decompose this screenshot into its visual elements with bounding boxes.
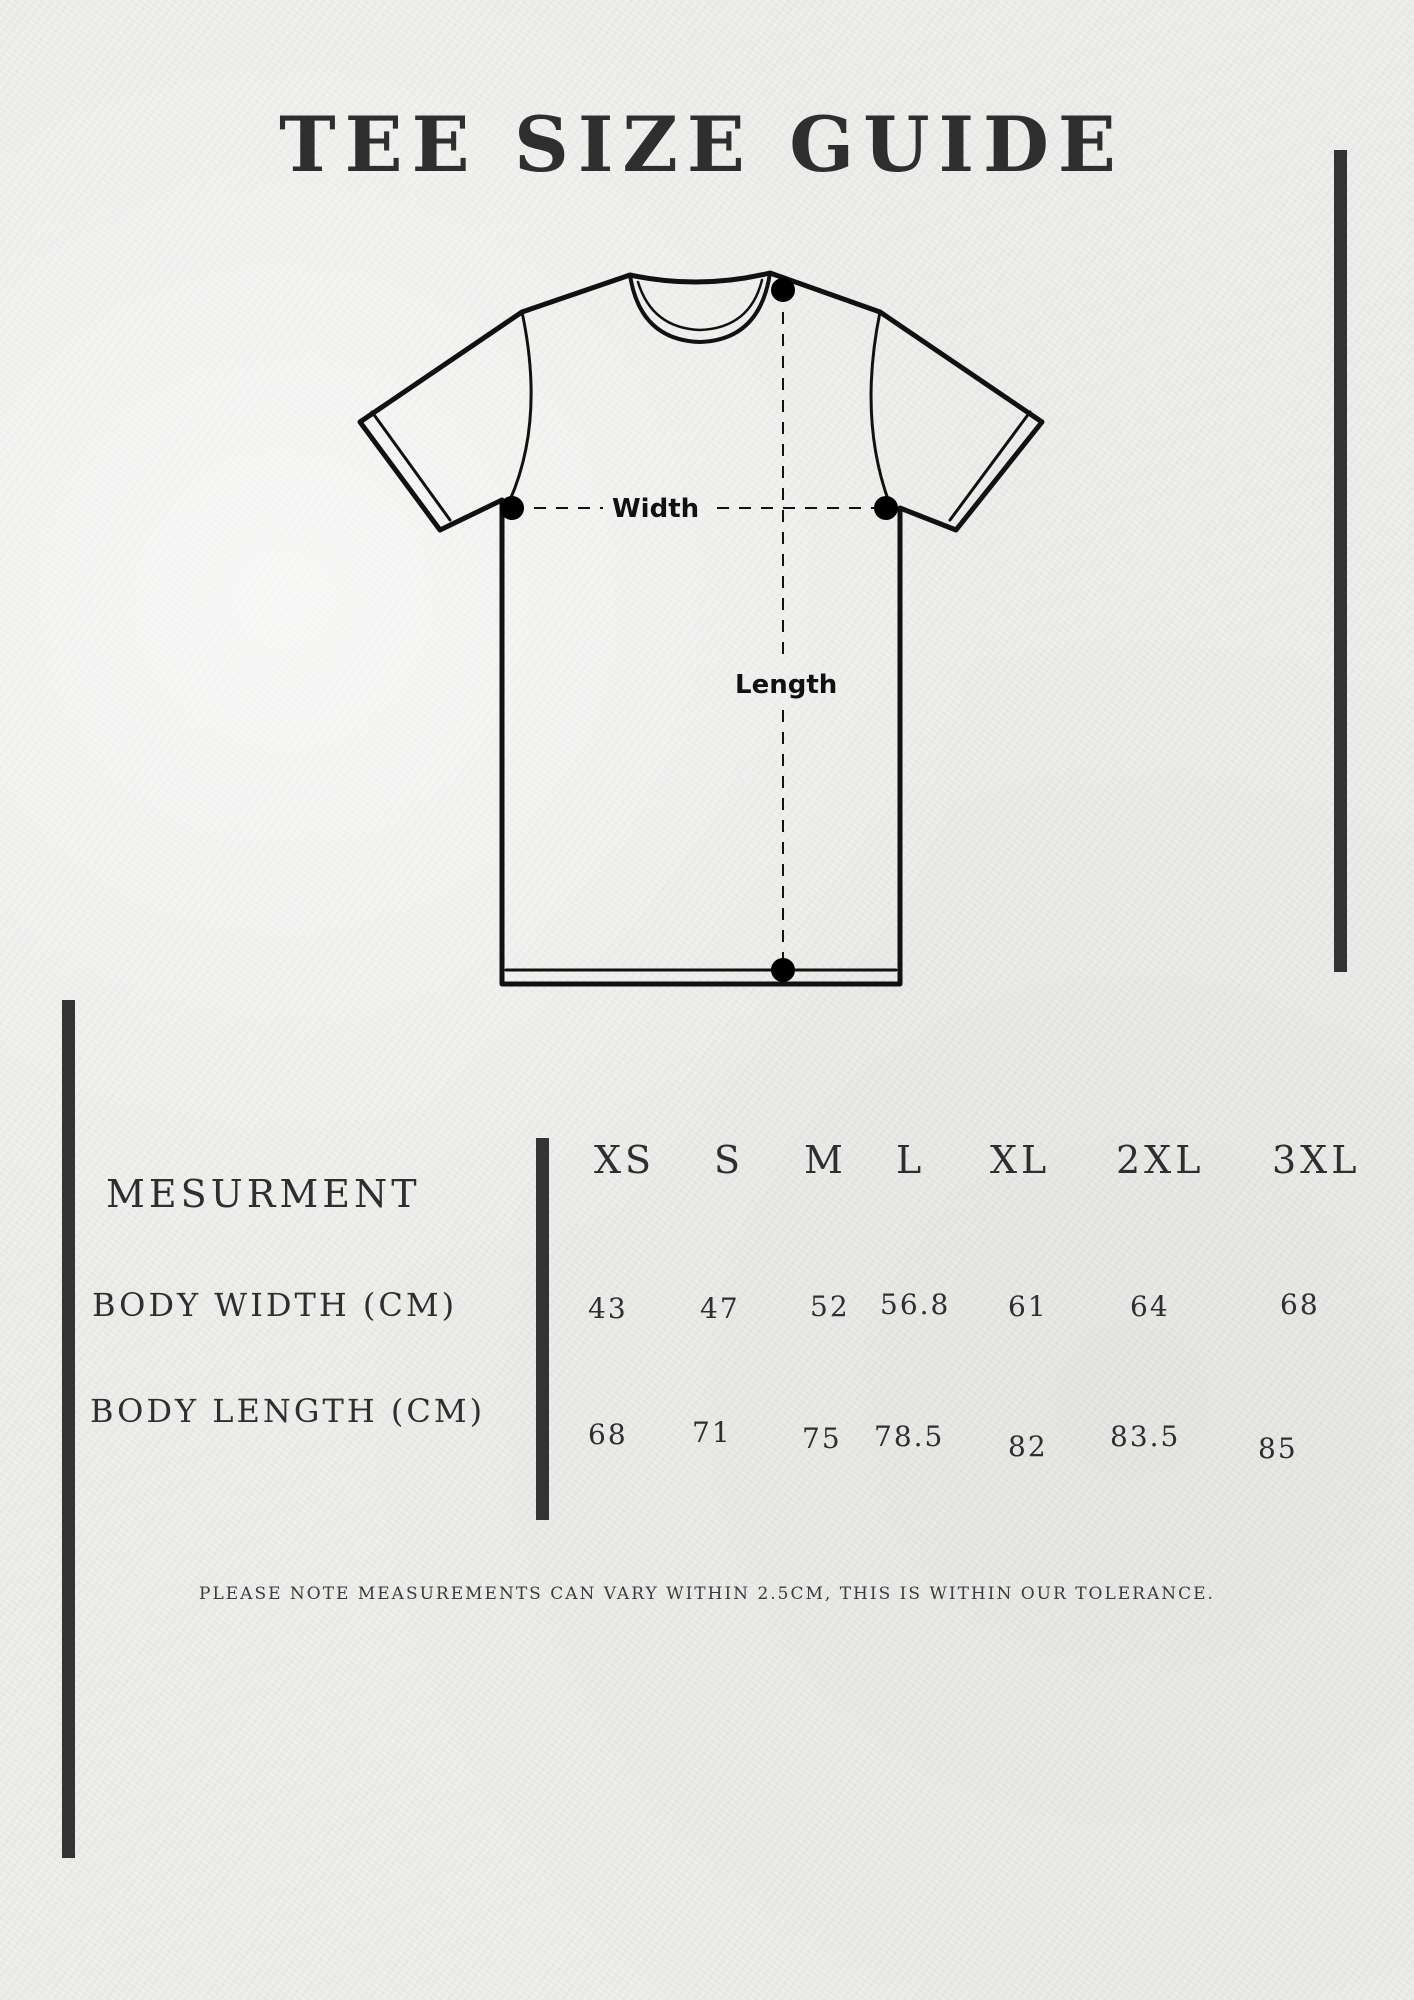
body-width-m: 52 bbox=[810, 1290, 850, 1323]
body-length-2xl: 83.5 bbox=[1110, 1420, 1181, 1453]
body-length-s: 71 bbox=[692, 1416, 732, 1449]
length-point-bottom bbox=[771, 958, 795, 982]
size-header-l: L bbox=[896, 1138, 926, 1182]
decorative-bar-left bbox=[62, 1000, 75, 1858]
body-width-3xl: 68 bbox=[1280, 1288, 1320, 1321]
size-header-xs: XS bbox=[594, 1138, 656, 1182]
width-point-right bbox=[874, 496, 898, 520]
measurement-header: MESURMENT bbox=[106, 1172, 421, 1216]
tolerance-note: PLEASE NOTE MEASUREMENTS CAN VARY WITHIN 2.5CM, THIS IS WITHIN OUR TOLERANCE. bbox=[199, 1584, 1215, 1604]
row-label-body-length: BODY LENGTH (CM) bbox=[90, 1392, 486, 1430]
body-width-xs: 43 bbox=[588, 1292, 628, 1325]
body-length-3xl: 85 bbox=[1258, 1432, 1298, 1465]
size-header-m: M bbox=[804, 1138, 847, 1182]
body-width-s: 47 bbox=[700, 1292, 740, 1325]
width-label: Width bbox=[612, 494, 700, 524]
body-length-l: 78.5 bbox=[874, 1420, 945, 1453]
tshirt-outline bbox=[360, 273, 1042, 984]
body-length-xl: 82 bbox=[1008, 1430, 1048, 1463]
length-label: Length bbox=[735, 670, 838, 700]
body-width-2xl: 64 bbox=[1130, 1290, 1170, 1323]
body-width-l: 56.8 bbox=[880, 1288, 951, 1321]
size-header-3xl: 3XL bbox=[1272, 1138, 1361, 1182]
size-header-s: S bbox=[714, 1138, 745, 1182]
width-point-left bbox=[500, 496, 524, 520]
row-label-body-width: BODY WIDTH (CM) bbox=[92, 1286, 458, 1324]
length-point-top bbox=[771, 278, 795, 302]
measure-lines bbox=[512, 290, 886, 968]
body-length-m: 75 bbox=[802, 1422, 842, 1455]
size-header-2xl: 2XL bbox=[1116, 1138, 1205, 1182]
body-width-xl: 61 bbox=[1008, 1290, 1048, 1323]
table-divider-bar bbox=[536, 1138, 549, 1520]
size-header-xl: XL bbox=[990, 1138, 1051, 1182]
body-length-xs: 68 bbox=[588, 1418, 628, 1451]
page-title: TEE SIZE GUIDE bbox=[279, 100, 1125, 189]
